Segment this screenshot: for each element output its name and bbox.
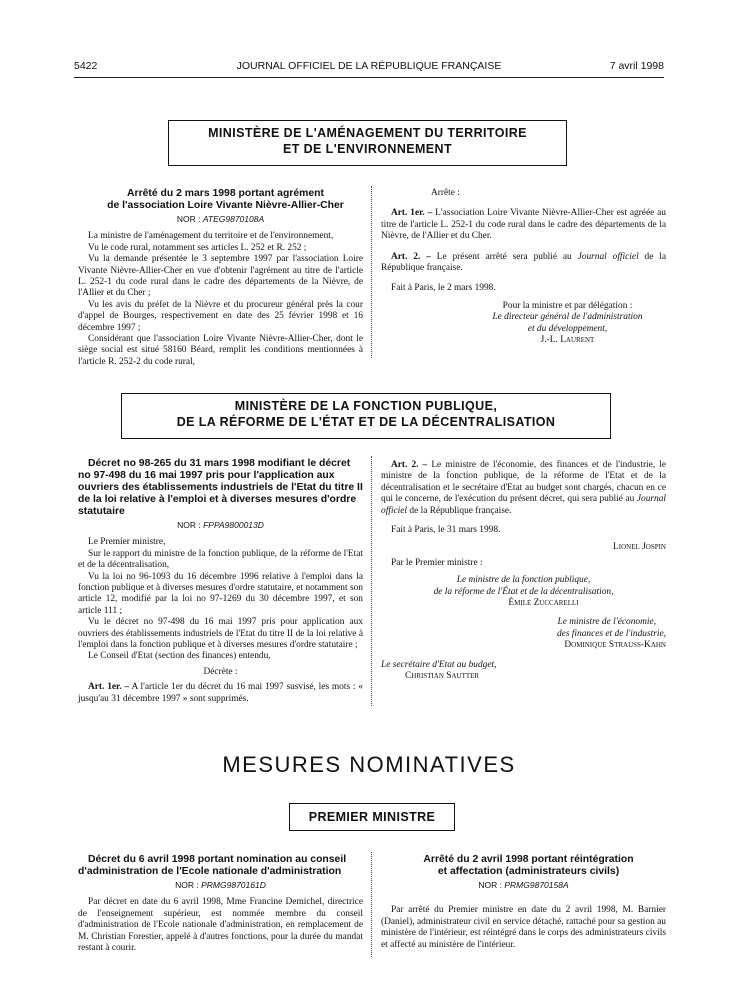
paragraph: Le Premier ministre, [88, 537, 166, 548]
decrete-keyword: Décrète : [203, 666, 238, 677]
page-number: 5422 [74, 60, 98, 72]
decret-left-column [78, 458, 363, 705]
paragraph: Vu la loi no 96-1093 du 16 décembre 1996 relative à l'emploi dans la fonction publique et à diverses mesures d'ordre statutaire, et notamment son article 12, modifié par la loi no 97-1269 du 30 décembre 1997, et son article 111 ; [78, 571, 363, 616]
signature-line: Par le Premier ministre : [391, 557, 483, 568]
decret-title: Décret no 98-265 du 31 mars 1998 modifiant le décret no 97-498 du 16 mai 1997 pris pour l'application aux ouvriers des établissements industriels de l'Etat du titre II de la loi relative à l'emploi et à diverses mesures d'ordre statutaire [78, 458, 363, 517]
journal-title: JOURNAL OFFICIEL DE LA RÉPUBLIQUE FRANÇAISE [236, 60, 502, 72]
paragraph: Vu le code rural, notamment ses articles L. 252 et R. 252 ; [88, 242, 307, 253]
arrete-agrement-right-column [381, 188, 666, 346]
article-2: Art. 2. – Le ministre de l'économie, des finances et de l'industrie, le ministre de la fonction publique, de la réforme de l'Etat et de la décentralisation et le secrétaire d'Etat au budget sont chargés, chacun en ce qui le concerne, de l'exécution du présent décret, qui sera publié au Journal officiel de la République française. [381, 460, 667, 516]
signature-date: Fait à Paris, le 31 mars 1998. [391, 525, 501, 536]
nor-reference: NOR : PRMG9870158A [478, 880, 569, 890]
paragraph: Par arrêté du Premier ministre en date du 2 avril 1998, M. Barnier (Daniel), administrateur civil en service détaché, rattaché pour sa gestion au ministère de l'intérieur, est réintégré dans le corps des administrateurs civils et affecté au ministère de l'intérieur. [381, 905, 666, 950]
premier-ministre-box [289, 803, 455, 831]
section-title: MESURES NOMINATIVES [222, 752, 516, 777]
article-1: Art. 1er. – A l'article 1er du décret du 16 mai 1997 susvisé, les mots : « jusqu'au 31 décembre 1997 » sont supprimés. [78, 682, 364, 704]
arrete-reintegration-title-line1: Arrêté du 2 avril 1998 portant réintégration [423, 854, 634, 865]
paragraph: Le Conseil d'Etat (section des finances) entendu, [88, 651, 271, 662]
arrete-keyword: Arrête : [431, 188, 460, 198]
signature-block: Pour la ministre et par délégation : Le directeur général de l'administration et du développement, J.-L. Laurent [492, 300, 643, 346]
premier-ministre-label: PREMIER MINISTRE [308, 810, 436, 824]
nor-reference: NOR : ATEG9870108A [176, 214, 265, 224]
header-rule [74, 77, 664, 78]
signatory-name: Lionel Jospin [613, 542, 666, 553]
arrete-title-line1: Arrêté du 2 mars 1998 portant agrément [127, 188, 324, 199]
paragraph: La ministre de l'aménagement du territoire et de l'environnement, [88, 231, 334, 242]
signature-date: Fait à Paris, le 2 mars 1998. [391, 283, 496, 294]
ministry-heading-box [121, 393, 611, 439]
ministry-heading-line1: MINISTÈRE DE LA FONCTION PUBLIQUE, [234, 399, 498, 413]
arrete-agrement-left-column [78, 188, 363, 368]
ministry-heading-box [168, 120, 567, 166]
decret-nomination-title: Décret du 6 avril 1998 portant nomination au conseil d'administration de l'Ecole nationale d'administration [78, 854, 347, 877]
column-separator [371, 852, 372, 957]
paragraph: Vu le décret no 97-498 du 16 mai 1997 pris pour application aux ouvriers des établissements industriels de l'Etat du titre II de la loi relative à l'emploi dans la fonction publique et à diverses mesures d'ordre statutaire ; [78, 617, 363, 651]
column-separator [371, 456, 372, 706]
signature-block: Le ministre de la fonction publique, de la réforme de l'État et de la décentralisation, Émile Zuccarelli [433, 575, 614, 609]
decret-nomination-column [78, 854, 363, 954]
paragraph: Vu les avis du préfet de la Nièvre et du procureur général près la cour d'appel de Bourges, respectivement en date des 25 février 1998 et 16 décembre 1997 ; [78, 299, 363, 333]
ministry-heading-line2: DE LA RÉFORME DE L'ÉTAT ET DE LA DÉCENTRALISATION [176, 415, 556, 429]
article-1: Art. 1er. – L'association Loire Vivante Nièvre-Allier-Cher est agréée au titre de l'article L. 252-1 du code rural dans le cadre des départements de la Nièvre, de l'Allier et du Cher. [381, 208, 666, 242]
ministry-heading-line1: MINISTÈRE DE L'AMÉNAGEMENT DU TERRITOIRE [208, 126, 527, 140]
signature-block: Le secrétaire d'Etat au budget, Christian Sautter [381, 659, 497, 682]
arrete-reintegration-title-line2: et affectation (administrateurs civils) [437, 866, 620, 877]
paragraph: Sur le rapport du ministre de la fonction publique, de la réforme de l'Etat et de la décentralisation, [78, 548, 363, 571]
nor-reference: NOR : PRMG9870161D [175, 880, 266, 890]
article-2: Art. 2. – Le présent arrêté sera publié au Journal officiel de la République française. [381, 251, 667, 274]
arrete-title-line2: de l'association Loire Vivante Nièvre-Allier-Cher [107, 200, 344, 211]
paragraph: Considérant que l'association Loire Vivante Nièvre-Allier-Cher, dont le siège social est situé 58160 Béard, remplit les conditions mentionnées à l'article R. 252-2 du code rural, [78, 334, 363, 367]
paragraph: Par décret en date du 6 avril 1998, Mme Francine Demichel, directrice de l'enseignement supérieur, est nommée membre du conseil d'administration de l'Ecole nationale d'administration, en remplacement de M. Christian Forestier, appelé à d'autres fonctions, pour la durée du mandat restant à courir. [78, 897, 363, 954]
nor-reference: NOR : FPPA9800013D [177, 520, 264, 530]
running-header [74, 60, 664, 74]
arrete-reintegration-column [381, 854, 666, 951]
column-separator [371, 186, 372, 358]
ministry-heading-line2: ET DE L'ENVIRONNEMENT [282, 142, 453, 156]
publication-date: 7 avril 1998 [609, 60, 664, 72]
paragraph: Vu la demande présentée le 3 septembre 1997 par l'association Loire Vivante Nièvre-Allier-Cher en vue d'obtenir l'agrément au titre de l'article L. 252-1 du code rural dans le cadre des départements de la Nièvre, de l'Allier et du Cher ; [78, 254, 363, 299]
decret-right-column [381, 460, 666, 683]
signature-block: Le ministre de l'économie, des finances et de l'industrie, Dominique Strauss-Kahn [556, 617, 666, 651]
